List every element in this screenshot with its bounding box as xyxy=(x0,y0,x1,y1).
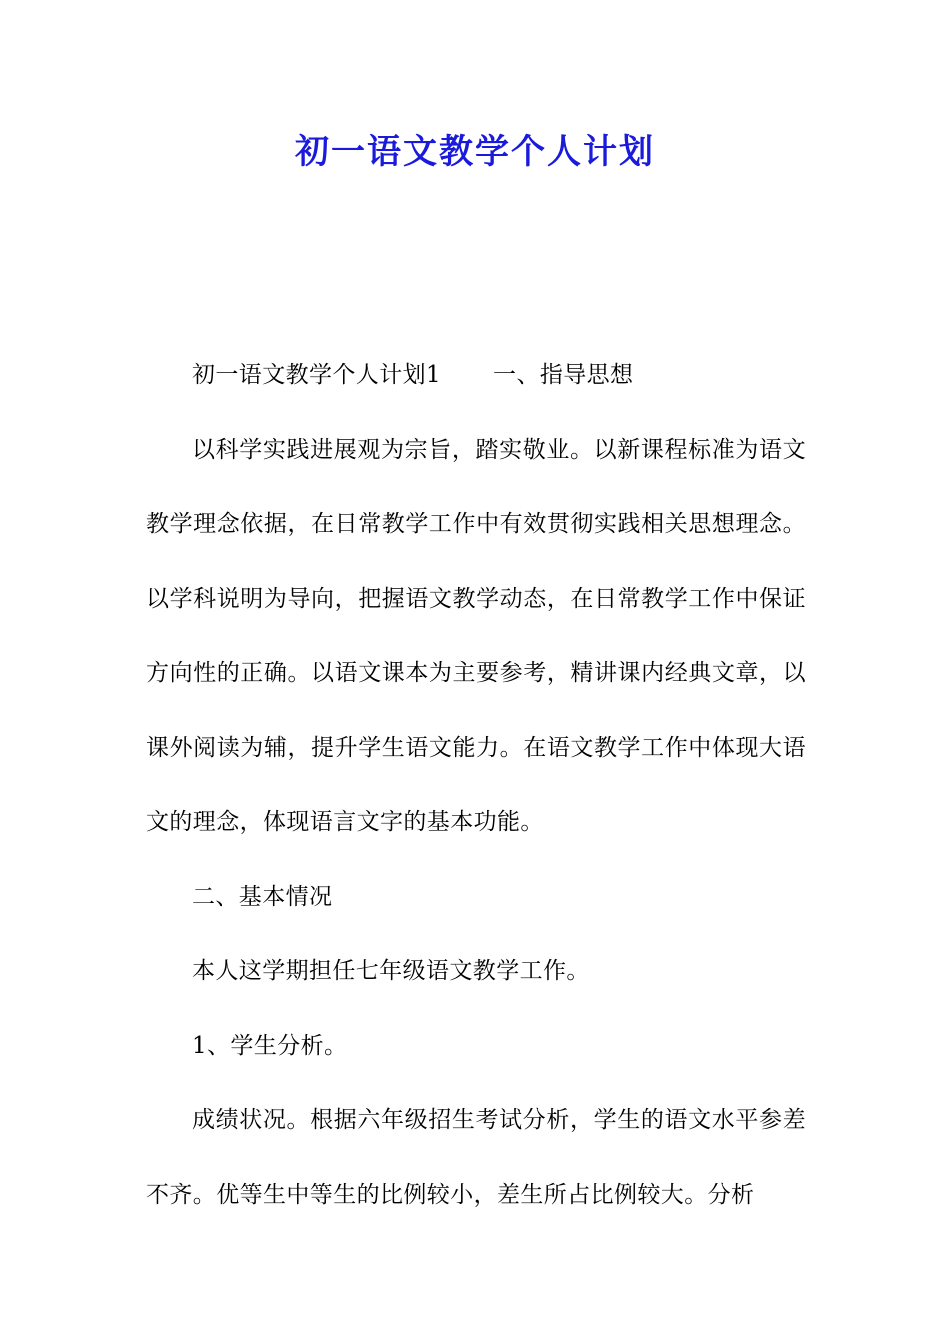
paragraph-grade-status: 成绩状况。根据六年级招生考试分析，学生的语文水平参差不齐。优等生中等生的比例较小，差生所占比例较大。分析 xyxy=(146,1107,806,1208)
paragraph-section-heading-1 xyxy=(146,338,806,413)
plan-subtitle: 初一语文教学个人计划1 xyxy=(192,362,442,388)
subsection-heading-student-analysis: 1、学生分析。 xyxy=(192,1032,348,1059)
document-body xyxy=(146,338,806,1232)
paragraph-guiding-ideology: 以科学实践进展观为宗旨，踏实敬业。以新课程标准为语文教学理念依据，在日常教学工作中有效贯彻实践相关思想理念。以学科说明为导向，把握语文教学动态，在日常教学工作中保证方向性的正确。以语文课本为主要参考，精讲课内经典文章，以课外阅读为辅，提升学生语文能力。在语文教学工作中体现大语文的理念，体现语言文字的基本功能。 xyxy=(146,436,806,835)
paragraph-teaching-assignment: 本人这学期担任七年级语文教学工作。 xyxy=(192,958,590,984)
section-heading-guiding-ideology: 一、指导思想 xyxy=(493,362,634,388)
document-title: 初一语文教学个人计划 xyxy=(295,132,655,172)
section-heading-basic-situation: 二、基本情况 xyxy=(192,883,333,910)
